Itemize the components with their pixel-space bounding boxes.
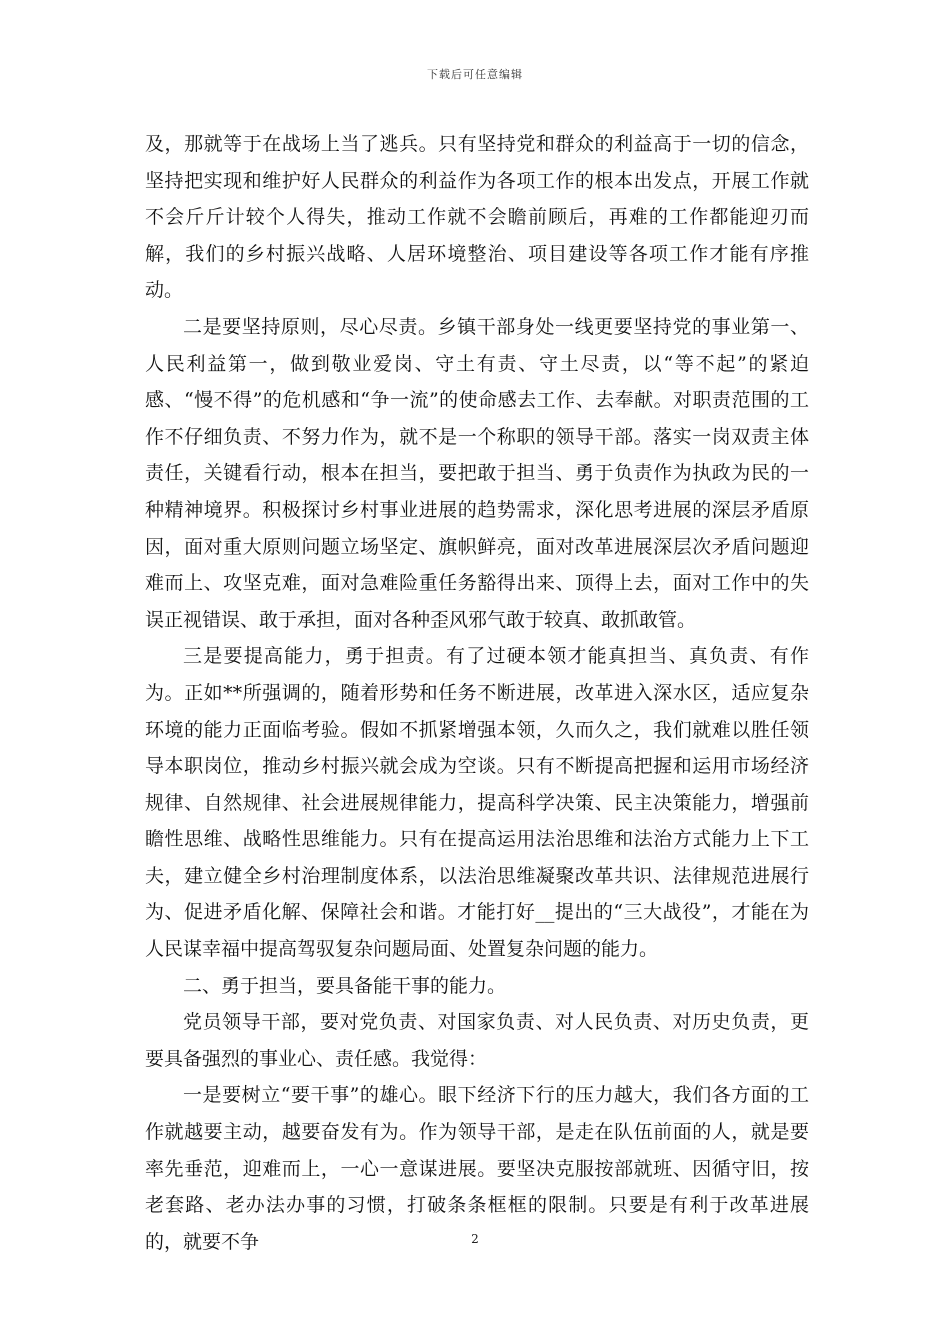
paragraph-intro: 党员领导干部，要对党负责、对国家负责、对人民负责、对历史负责，更要具备强烈的事业心、责任感。我觉得： xyxy=(145,1011,809,1070)
section-heading: 二、勇于担当，要具备能干事的能力。 xyxy=(183,974,507,997)
paragraph-point-three: 三是要提高能力，勇于担责。有了过硬本领才能真担当、真负责、有作为。正如**所强调的，随着形势和任务不断进展，改革进入深水区，适应复杂环境的能力正面临考验。假如不抓紧增强本领，久而久之，我们就难以胜任领导本职岗位，推动乡村振兴就会成为空谈。只有不断提高把握和运用市场经济规律、自然规律、社会进展规律能力，提高科学决策、民主决策能力，增强前瞻性思维、战略性思维能力。只有在提高运用法治思维和法治方式能力上下工夫，建立健全乡村治理制度体系，以法治思维凝聚改革共识、法律规范进展行为、促进矛盾化解、保障社会和谐。才能打好__提出的“三大战役”，才能在为人民谋幸福中提高驾驭复杂问题局面、处置复杂问题的能力。 xyxy=(145,645,809,961)
page-number: 2 xyxy=(471,1232,479,1246)
paragraph-continuation: 及，那就等于在战场上当了逃兵。只有坚持党和群众的利益高于一切的信念，坚持把实现和维护好人民群众的利益作为各项工作的根本出发点，开展工作就不会斤斤计较个人得失，推动工作就不会瞻前顾后，再难的工作都能迎刃而解，我们的乡村振兴战略、人居环境整治、项目建设等各项工作才能有序推动。 xyxy=(145,133,809,302)
paragraph-point-one: 一是要树立“要干事”的雄心。眼下经济下行的压力越大，我们各方面的工作就越要主动，越要奋发有为。作为领导干部，是走在队伍前面的人，就是要率先垂范，迎难而上，一心一意谋进展。要坚决克服按部就班、因循守旧，按老套路、老办法办事的习惯，打破条条框框的限制。只要是有利于改革进展的，就要不争 xyxy=(145,1084,809,1253)
document-body xyxy=(145,126,809,1260)
page-header: 下载后可任意编辑 xyxy=(427,68,523,81)
paragraph-point-two: 二是要坚持原则，尽心尽责。乡镇干部身处一线更要坚持党的事业第一、人民利益第一，做到敬业爱岗、守土有责、守土尽责，以“等不起”的紧迫感、“慢不得”的危机感和“争一流”的使命感去工作、去奉献。对职责范围的工作不仔细负责、不努力作为，就不是一个称职的领导干部。落实一岗双责主体责任，关键看行动，根本在担当，要把敢于担当、勇于负责作为执政为民的一种精神境界。积极探讨乡村事业进展的趋势需求，深化思考进展的深层矛盾原因，面对重大原则问题立场坚定、旗帜鲜亮，面对改革进展深层次矛盾问题迎难而上、攻坚克难，面对急难险重任务豁得出来、顶得上去，面对工作中的失误正视错误、敢于承担，面对各种歪风邪气敢于较真、敢抓敢管。 xyxy=(145,315,809,631)
